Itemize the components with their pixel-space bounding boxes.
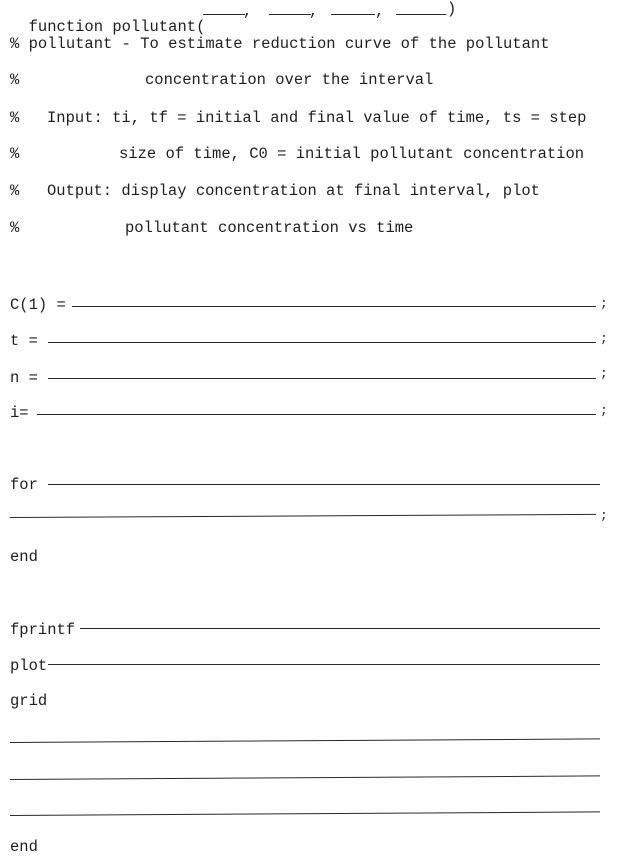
i-label: i=: [10, 404, 29, 422]
t-answer-line[interactable]: [48, 342, 596, 343]
plot-answer-line[interactable]: [48, 664, 600, 665]
t-label: t =: [10, 332, 38, 350]
loop-body-answer-line[interactable]: [10, 514, 596, 518]
extra-answer-line-3[interactable]: [10, 811, 600, 816]
grid-keyword: grid: [10, 692, 48, 710]
comment-line-6: %: [10, 219, 20, 237]
i-answer-line[interactable]: [37, 414, 596, 415]
function-header: function pollutant(: [28, 18, 206, 36]
c1-label: C(1) =: [10, 296, 66, 314]
fprintf-keyword: fprintf: [10, 621, 76, 639]
function-end-keyword: end: [10, 838, 38, 856]
loop-end-keyword: end: [10, 548, 38, 566]
function-name: pollutant: [112, 18, 197, 36]
comment-line-3: %: [10, 109, 20, 127]
for-keyword: for: [10, 476, 38, 494]
comment-line-6-text: pollutant concentration vs time: [125, 219, 414, 237]
function-keyword: function: [28, 18, 104, 36]
comment-line-4-text: size of time, C0 = initial pollutant concentration: [119, 145, 585, 163]
comment-line-5-text: Output: display concentration at final interval, plot: [47, 182, 540, 200]
n-answer-line[interactable]: [48, 378, 596, 379]
param-blank-3[interactable]: [331, 14, 375, 15]
extra-answer-line-1[interactable]: [10, 738, 600, 743]
plot-keyword: plot: [10, 657, 48, 675]
comment-line-5: %: [10, 182, 20, 200]
comment-line-2: %: [10, 71, 20, 89]
param-blank-4[interactable]: [396, 14, 446, 15]
extra-answer-line-2[interactable]: [10, 775, 600, 780]
for-answer-line[interactable]: [48, 484, 600, 485]
param-blank-2[interactable]: [269, 14, 311, 15]
c1-answer-line[interactable]: [72, 306, 596, 307]
n-label: n =: [10, 369, 38, 387]
comment-line-4: %: [10, 145, 20, 163]
comment-line-1: % pollutant - To estimate reduction curve of the pollutant: [10, 35, 550, 53]
comment-line-3-text: Input: ti, tf = initial and final value of time, ts = step: [47, 109, 587, 127]
param-blank-1[interactable]: [203, 14, 245, 15]
fprintf-answer-line[interactable]: [80, 628, 600, 629]
comment-line-2-text: concentration over the interval: [145, 71, 434, 89]
